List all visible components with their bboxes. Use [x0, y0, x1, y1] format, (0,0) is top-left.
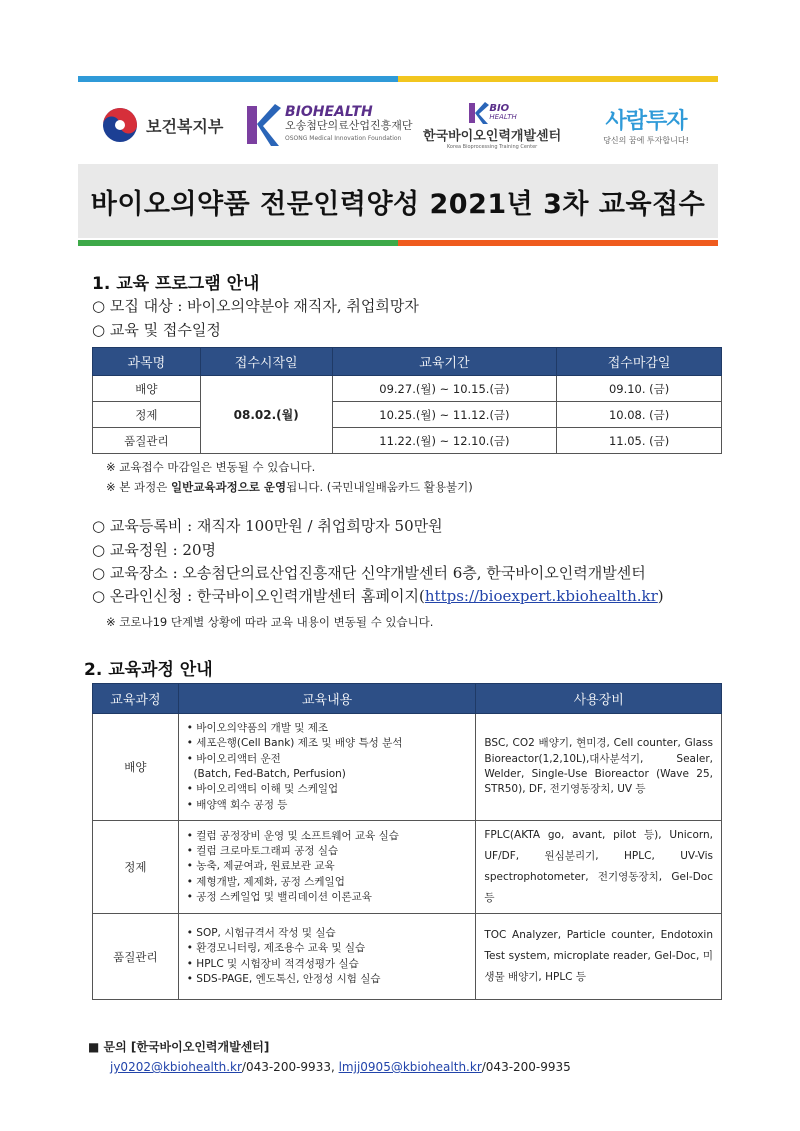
kbio-sub: HEALTH	[489, 112, 517, 121]
course-contents-cell	[178, 821, 476, 914]
fee-line: ○ 교육등록비 : 재직자 100만원 / 취업희망자 50만원	[92, 517, 443, 535]
schedule-header-row	[93, 348, 722, 376]
homepage-link[interactable]: https://bioexpert.kbiohealth.kr	[424, 587, 658, 605]
saram-slogan: 당신의 꿈에 투자합니다!	[603, 136, 689, 145]
course-name-cell: 배양	[93, 714, 179, 821]
course-header-cell: 교육내용	[178, 684, 476, 714]
section1-heading: 1. 교육 프로그램 안내	[92, 274, 260, 294]
contact-label: ■ 문의 [한국바이오인력개발센터]	[88, 1040, 270, 1054]
deadline-cell: 10.08. (금)	[557, 402, 722, 428]
list-item: • 공정 스케일업 및 밸리데이션 이론교육	[186, 890, 372, 903]
table-row	[93, 914, 722, 1000]
phone-1: /043-200-9933,	[241, 1060, 339, 1074]
subject-cell: 배양	[93, 376, 201, 402]
table-row	[93, 402, 722, 428]
start-date-cell: 08.02.(월)	[200, 376, 332, 454]
osong-logo	[243, 92, 413, 158]
list-item: (Batch, Fed-Batch, Perfusion)	[186, 768, 346, 780]
title-box	[78, 164, 718, 238]
list-item: • 세포은행(Cell Bank) 제조 및 배양 특성 분석	[186, 737, 403, 750]
list-item: • 환경모니터링, 제조용수 교육 및 실습	[186, 942, 366, 955]
schedule-table	[92, 347, 722, 454]
table-row	[93, 821, 722, 914]
course-header-cell: 사용장비	[476, 684, 722, 714]
schedule-header-cell: 과목명	[93, 348, 201, 376]
course-contents-cell	[178, 914, 476, 1000]
period-cell: 11.22.(월) ~ 12.10.(금)	[332, 428, 557, 454]
subject-cell: 정제	[93, 402, 201, 428]
list-item: • 바이오의약품의 개발 및 제조	[186, 722, 329, 735]
email-link-2[interactable]: lmjj0905@kbiohealth.kr	[338, 1060, 482, 1074]
course-type-note	[106, 479, 473, 495]
deadline-note: ※ 교육접수 마감일은 변동될 수 있습니다.	[106, 460, 316, 474]
list-item: • 농축, 제균여과, 원료보관 교육	[186, 860, 335, 873]
saram-tuja-logo	[586, 92, 706, 158]
subject-cell: 품질관리	[93, 428, 201, 454]
list-item: • 컬럼 크로마토그래피 공정 실습	[186, 845, 339, 858]
mohw-logo	[100, 92, 223, 158]
schedule-header-cell: 접수시작일	[200, 348, 332, 376]
list-item: • SDS-PAGE, 엔도톡신, 안정성 시험 실습	[186, 972, 381, 985]
equipment-cell: BSC, CO2 배양기, 현미경, Cell counter, Glass Bioreactor(1,2,10L),대사분석기, Sealer, Welder, Single-Use Bioreactor (Wave 25, STR50), DF, 전기영동장치, UV 등	[476, 714, 722, 821]
bottom-color-bar	[78, 240, 718, 246]
k-logo-icon	[243, 102, 281, 148]
kbio-english-name: Korea Bioprocessing Training Center	[446, 143, 538, 150]
online-suffix: )	[657, 587, 664, 605]
schedule-header-cell: 접수마감일	[557, 348, 722, 376]
schedule-header-cell: 교육기간	[332, 348, 557, 376]
osong-brand: BIOHEALTH	[285, 103, 373, 120]
top-color-bar	[78, 76, 718, 82]
top-bar-yellow	[398, 76, 718, 82]
place-line: ○ 교육장소 : 오송첨단의료산업진흥재단 신약개발센터 6층, 한국바이오인력개발센터	[92, 564, 646, 582]
deadline-cell: 11.05. (금)	[557, 428, 722, 454]
deadline-cell: 09.10. (금)	[557, 376, 722, 402]
list-item: • 컬럼 공정장비 운영 및 소프트웨어 교육 실습	[186, 829, 399, 842]
recruit-target: ○ 모집 대상 : 바이오의약분야 재직자, 취업희망자	[92, 297, 419, 315]
page-title: 바이오의약품 전문인력양성 2021년 3차 교육접수	[90, 188, 706, 220]
k-small-logo-icon	[467, 101, 489, 125]
note-suffix: 됩니다. (국민내일배움카드 활용불기)	[286, 480, 473, 494]
list-item: • 바이오리액티 이해 및 스케일업	[186, 783, 339, 796]
table-row	[93, 428, 722, 454]
contact-line	[110, 1060, 571, 1074]
period-cell: 10.25.(월) ~ 11.12.(금)	[332, 402, 557, 428]
covid-note: ※ 코로나19 단계별 상황에 따라 교육 내용이 변동될 수 있습니다.	[106, 615, 434, 629]
bottom-bar-orange	[398, 240, 718, 246]
capacity-line: ○ 교육정원 : 20명	[92, 541, 216, 559]
period-cell: 09.27.(월) ~ 10.15.(금)	[332, 376, 557, 402]
mohw-label: 보건복지부	[146, 116, 224, 136]
note-bold: 일반교육과정으로 운영	[171, 480, 287, 494]
equipment-cell: FPLC(AKTA go, avant, pilot 등), Unicorn, UF/DF, 원심분리기, HPLC, UV-Vis spectrophotometer, 전기영동장치, Gel-Doc 등	[476, 821, 722, 914]
section2-heading: 2. 교육과정 안내	[84, 660, 213, 680]
course-header-cell: 교육과정	[93, 684, 179, 714]
osong-english-name: OSONG Medical Innovation Foundation	[285, 134, 402, 142]
top-bar-blue	[78, 76, 398, 82]
equipment-cell: TOC Analyzer, Particle counter, Endotoxin Test system, microplate reader, Gel-Doc, 미생물 배양기, HPLC 등	[476, 914, 722, 1000]
logo-row	[78, 92, 718, 158]
list-item: • HPLC 및 시험장비 적격성평가 실습	[186, 957, 359, 970]
list-item: • SOP, 시험규격서 작성 및 실습	[186, 926, 336, 939]
course-name-cell: 품질관리	[93, 914, 179, 1000]
table-row	[93, 376, 722, 402]
online-line	[92, 585, 664, 606]
course-contents-cell	[178, 714, 476, 821]
list-item: • 배양액 회수 공정 등	[186, 798, 288, 811]
kbio-logo	[423, 92, 561, 158]
kbio-brand: BIO	[489, 102, 510, 114]
course-name-cell: 정제	[93, 821, 179, 914]
course-table	[92, 683, 722, 1000]
course-header-row	[93, 684, 722, 714]
note-prefix: ※ 본 과정은	[106, 480, 172, 494]
osong-korean-name: 오송첨단의료산업진흥재단	[285, 118, 413, 132]
email-link-1[interactable]: jy0202@kbiohealth.kr	[110, 1060, 242, 1074]
kbio-korean-name: 한국바이오인력개발센터	[423, 128, 562, 144]
taegeuk-icon	[100, 105, 140, 145]
online-prefix: ○ 온라인신청 : 한국바이오인력개발센터 홈페이지(	[92, 587, 425, 605]
list-item: • 바이오리액터 운전	[186, 752, 281, 765]
table-row	[93, 714, 722, 821]
phone-2: /043-200-9935	[481, 1060, 571, 1074]
bottom-bar-green	[78, 240, 398, 246]
schedule-label: ○ 교육 및 접수일정	[92, 321, 221, 339]
saram-title: 사람투자	[605, 109, 687, 134]
list-item: • 제형개발, 제제화, 공정 스케일업	[186, 875, 345, 888]
